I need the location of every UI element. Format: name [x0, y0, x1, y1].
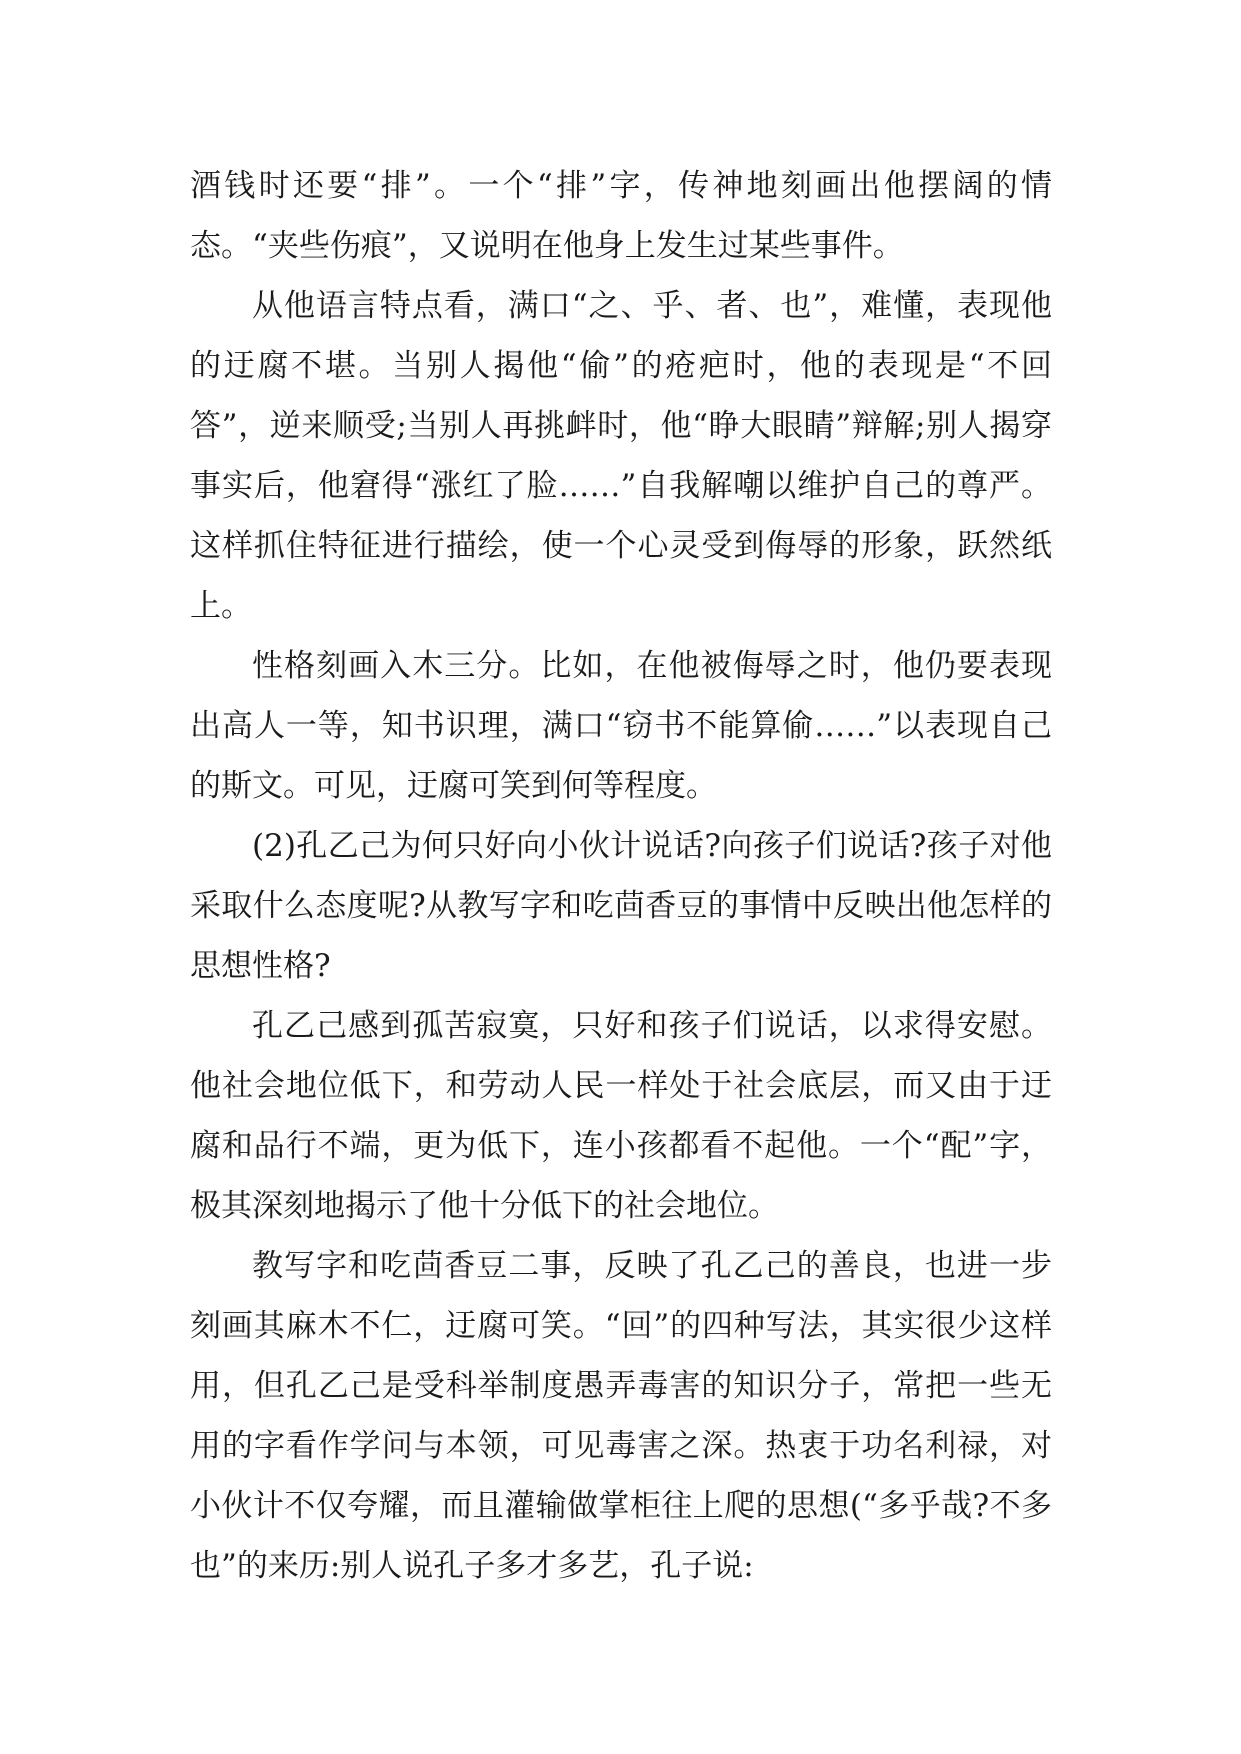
paragraph-5: 孔乙己感到孤苦寂寞，只好和孩子们说话，以求得安慰。他社会地位低下，和劳动人民一样处于社会底层，而又由于迂腐和品行不端，更为低下，连小孩都看不起他。一个“配”字，极其深刻地揭示了他十分低下的社会地位。 [190, 1008, 1052, 1224]
paragraph-1: 酒钱时还要“排”。一个“排”字，传神地刻画出他摆阔的情态。“夹些伤痕”，又说明在他身上发生过某些事件。 [190, 168, 1052, 264]
paragraph-2: 从他语言特点看，满口“之、乎、者、也”，难懂，表现他的迂腐不堪。当别人揭他“偷”的疮疤时，他的表现是“不回答”，逆来顺受;当别人再挑衅时，他“睁大眼睛”辩解;别人揭穿事实后，他窘得“涨红了脸……”自我解嘲以维护自己的尊严。这样抓住特征进行描绘，使一个心灵受到侮辱的形象，跃然纸上。 [190, 288, 1052, 624]
document-body [190, 156, 1052, 1596]
paragraph-3: 性格刻画入木三分。比如，在他被侮辱之时，他仍要表现出高人一等，知书识理，满口“窃书不能算偷……”以表现自己的斯文。可见，迂腐可笑到何等程度。 [190, 648, 1052, 804]
paragraph-4-question: (2)孔乙己为何只好向小伙计说话?向孩子们说话?孩子对他采取什么态度呢?从教写字和吃茴香豆的事情中反映出他怎样的思想性格? [190, 828, 1052, 984]
paragraph-6: 教写字和吃茴香豆二事，反映了孔乙己的善良，也进一步刻画其麻木不仁，迂腐可笑。“回”的四种写法，其实很少这样用，但孔乙己是受科举制度愚弄毒害的知识分子，常把一些无用的字看作学问与本领，可见毒害之深。热衷于功名利禄，对小伙计不仅夸耀，而且灌输做掌柜往上爬的思想(“多乎哉?不多也”的来历:别人说孔子多才多艺，孔子说: [190, 1248, 1052, 1584]
